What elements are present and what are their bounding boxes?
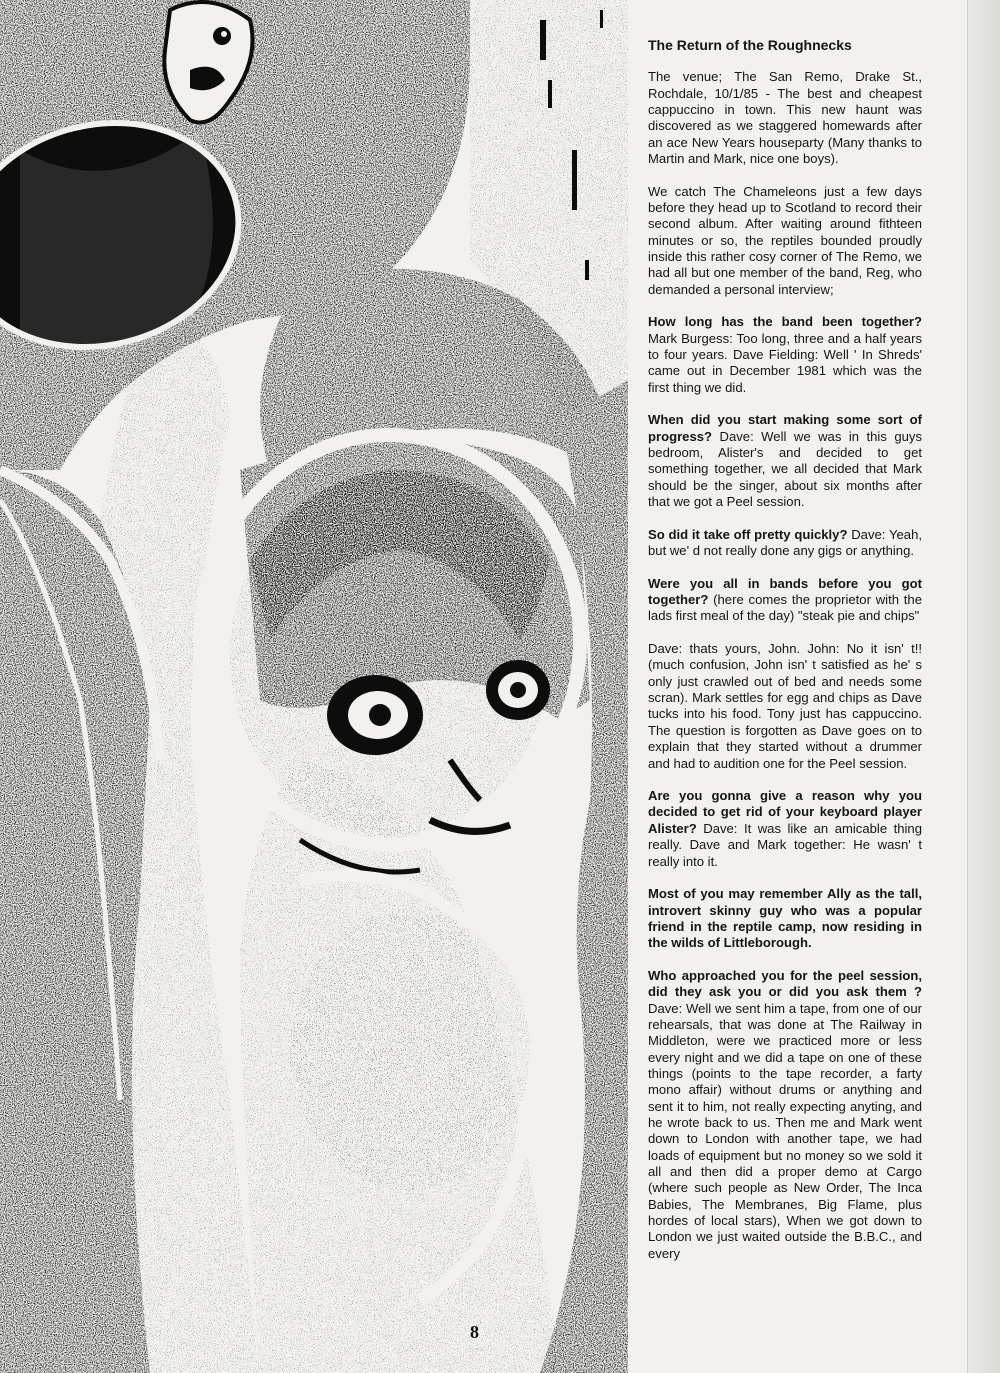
answer-text: Dave: Well we was in this guys bedroom, Alister's and decided to get something together, we all decided that Mark should be the singer, about six months after that we got a Peel session.: [648, 428, 922, 510]
page-edge: [967, 0, 1000, 1373]
question-text: How long has the band been together?: [648, 314, 922, 330]
paragraph-meal: [648, 641, 922, 772]
paragraph-text: We catch The Chameleons just a few days before they head up to Scotland to record their second album. After waiting around fithteen minutes or so, the reptiles bounded proudly inside this rather cosy corner of The Remo, we had all but one member of the band, Reg, who demanded a personal interview;: [648, 183, 922, 297]
bold-note: Most of you may remember Ally as the tall, introvert skinny guy who was a popular friend in the reptile camp, now residing in the wilds of Littleborough.: [648, 886, 922, 951]
qa-keyboard-player: [648, 788, 922, 870]
paragraph-text: The venue; The San Remo, Drake St., Rochdale, 10/1/85 - The best and cheapest cappuccino in town. This new haunt was discovered as we staggered homewards after an ace New Years houseparty (Many thanks to Martin and Mark, nice one boys).: [648, 69, 922, 167]
page-number: 8: [470, 1322, 479, 1342]
paragraph-ally: [648, 886, 922, 951]
qa-progress: [648, 412, 922, 510]
qa-take-off: [648, 527, 922, 560]
paragraph-venue: [648, 69, 922, 167]
paragraph-text: Dave: thats yours, John. John: No it isn' t!! (much confusion, John isn' t satisfied as he' s only just crawled out of bed and needs some scran). Mark settles for egg and chips as Dave tucks into his food. Tony just has cappuccino. The question is forgotten as Dave goes on to explain that they started without a drummer and had to audition one for the Peel session.: [648, 641, 922, 771]
qa-band-age: [648, 314, 922, 396]
answer-text: (here comes the proprietor with the lads first meal of the day) "steak pie and chips": [648, 592, 922, 624]
answer-text: Mark Burgess: Too long, three and a half years to four years. Dave Fielding: Well ' In Shreds' came out in December 1981 which was the first thing we did.: [648, 330, 922, 395]
question-text: Who approached you for the peel session, did they ask you or did you ask them ?: [648, 967, 922, 1000]
qa-peel-session: [648, 968, 922, 1262]
answer-text: Dave: Well we sent him a tape, from one of our rehearsals, that was done at The Railway in Middleton, were we practiced more or less every night and we did a tape on one of these things (points to the tape recorder, a farty mono affair) without drums or anything and sent it to him, not really expecting anyting, and he wrote back to us. Then me and Mark went down to London with another tape, we had loads of equipment but no money so we sold it all and then did a proper demo at Cargo (where such people as New Order, The Inca Babies, The Membranes, Big Flame, plus hordes of local stars), When we got down to London we just waited outside the B.B.C., and every: [648, 1000, 922, 1261]
answer-text: Dave: It was like an amicable thing really. Dave and Mark together: He wasn' t really into it.: [648, 820, 922, 869]
question-text: When did you start making some sort of progress?: [648, 412, 922, 444]
question-text: Are you gonna give a reason why you decided to get rid of your keyboard player Alister?: [648, 788, 922, 836]
article-title: The Return of the Roughnecks: [648, 37, 852, 53]
question-text: So did it take off pretty quickly?: [648, 526, 848, 542]
question-text: Were you all in bands before you got together?: [648, 575, 922, 608]
answer-text: Dave: Yeah, but we' d not really done any gigs or anything.: [648, 526, 922, 559]
article-column: [648, 37, 922, 1278]
qa-previous-bands: [648, 576, 922, 625]
paragraph-intro: [648, 184, 922, 298]
